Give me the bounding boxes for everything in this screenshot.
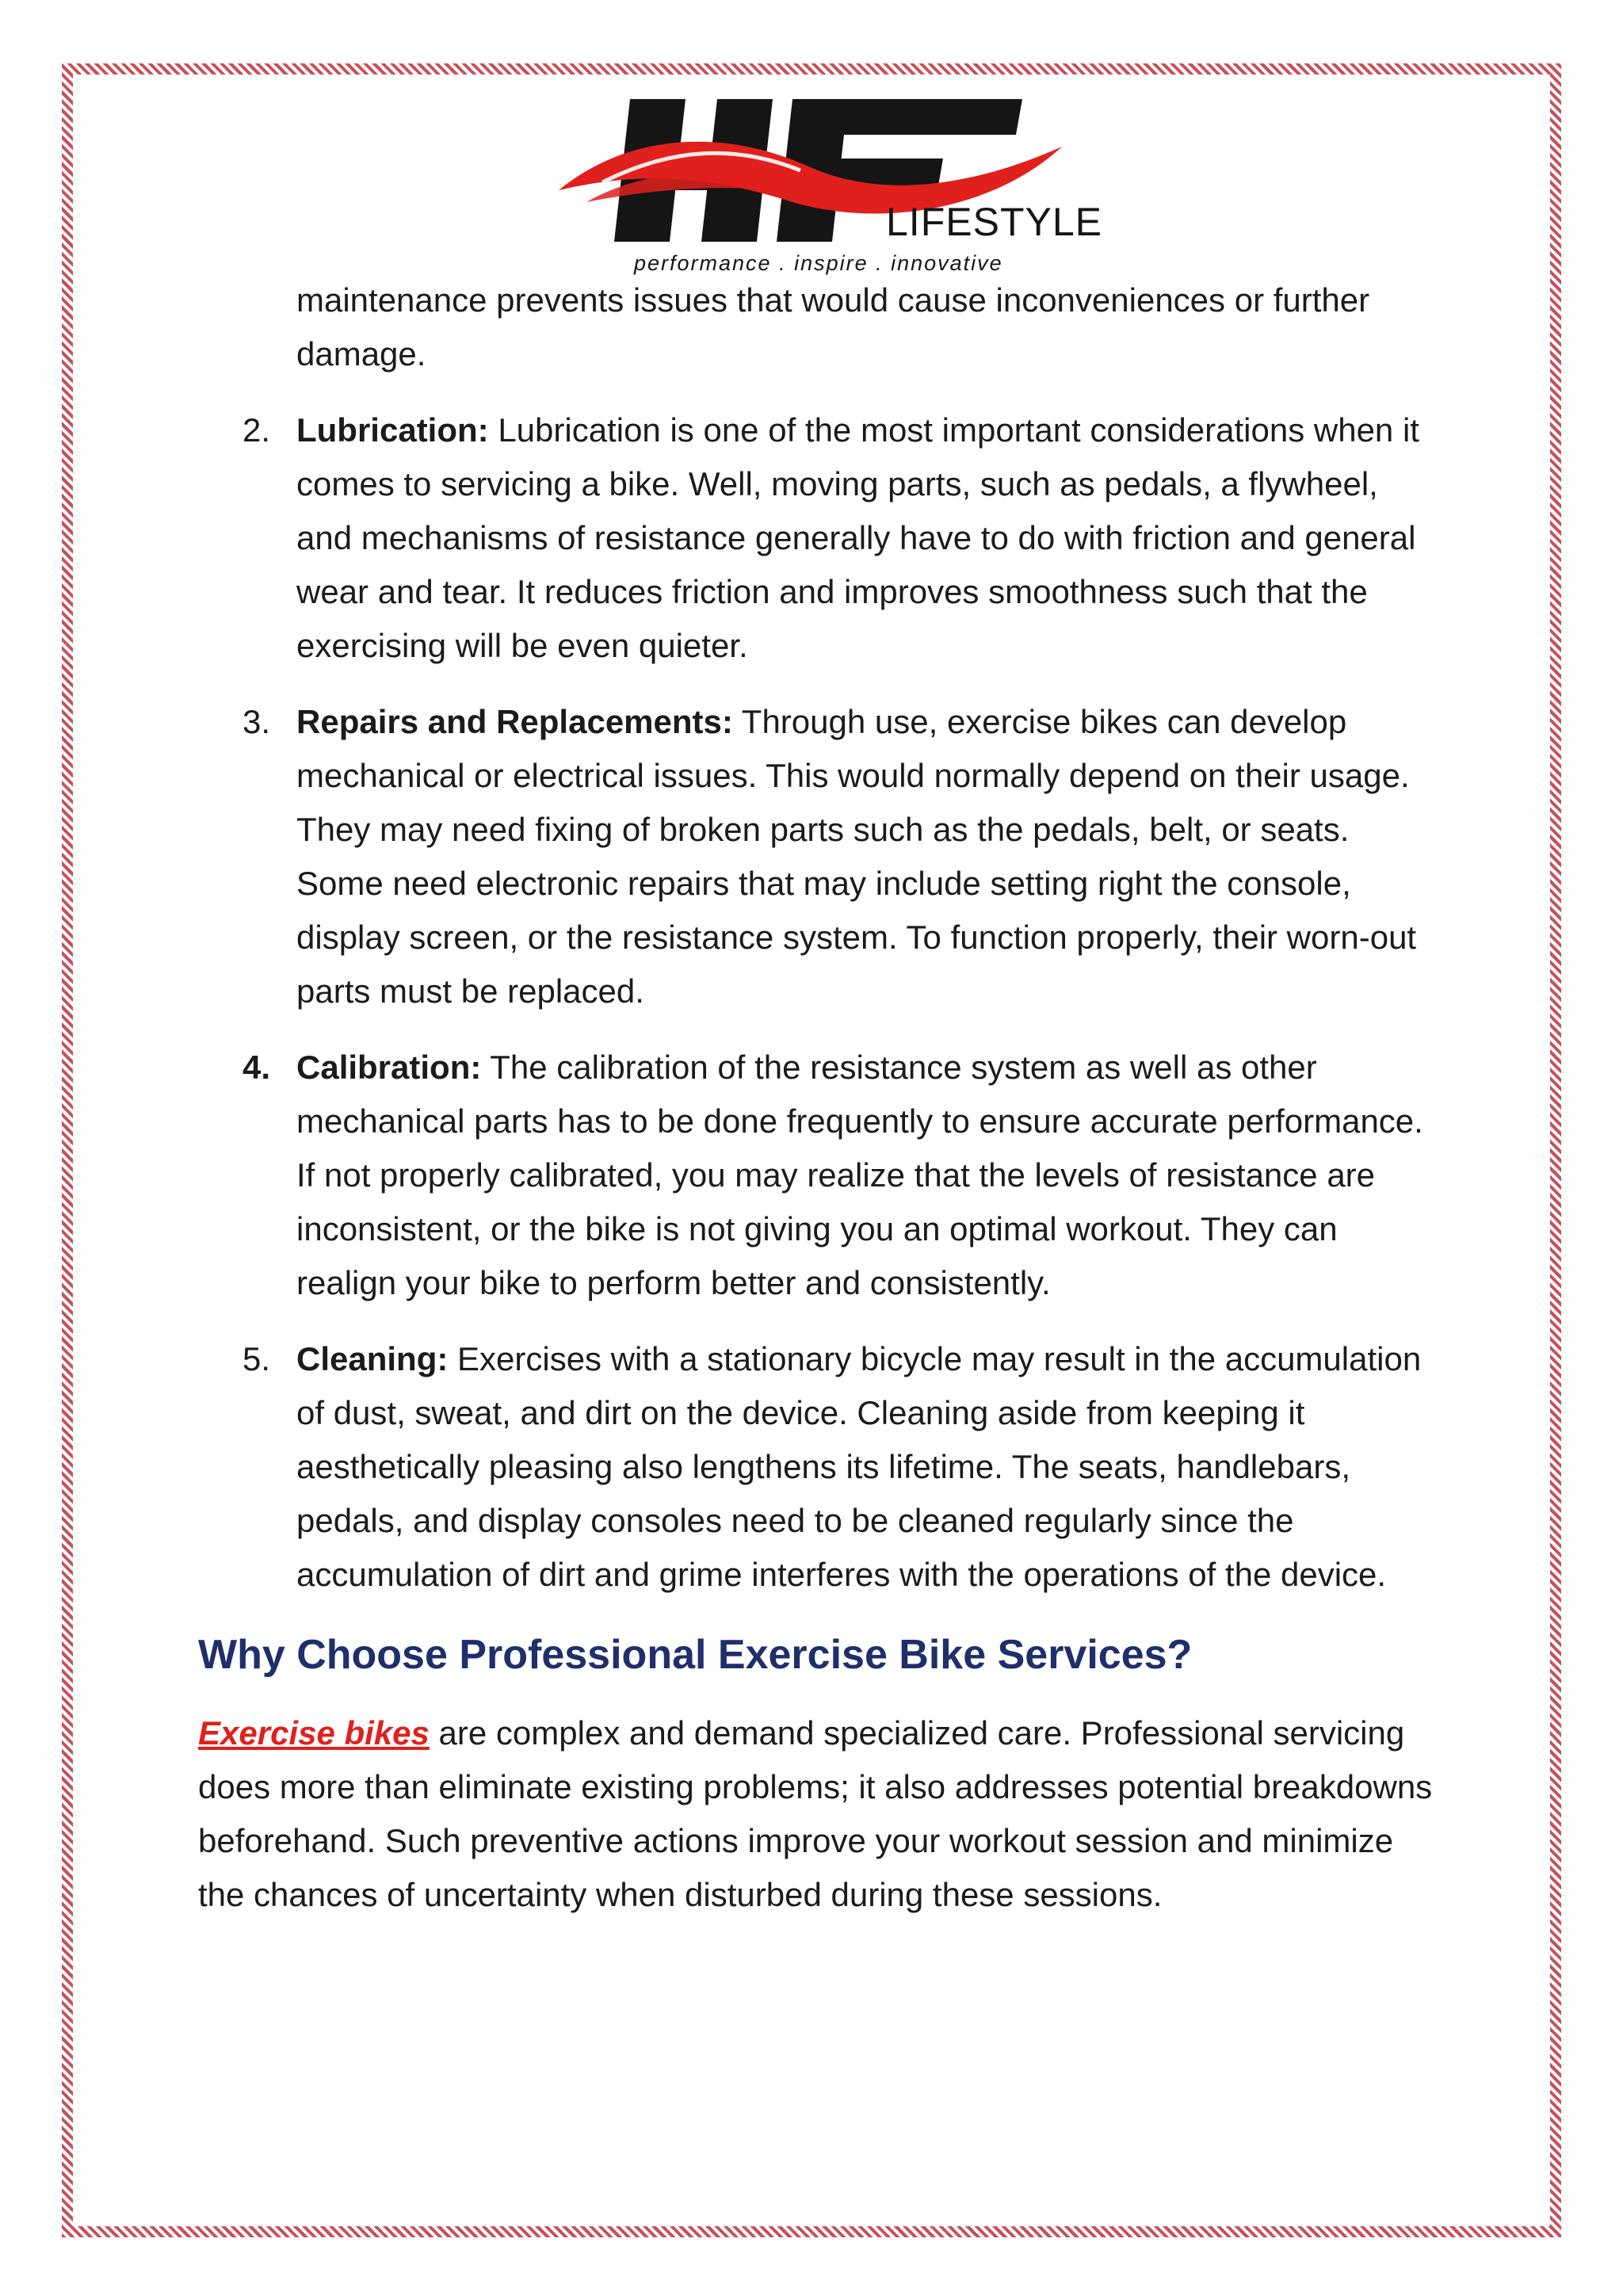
list-item-title: Calibration: — [296, 1049, 482, 1086]
list-item — [198, 1041, 1434, 1310]
list-number: 3. — [242, 703, 271, 740]
list-item-title: Lubrication: — [296, 411, 489, 449]
section-heading: Why Choose Professional Exercise Bike Services? — [198, 1632, 1193, 1678]
logo-tagline: performance . inspire . innovative — [634, 251, 1003, 275]
section-paragraph-text: are complex and demand specialized care. Professional servicing does more than eliminate existing problems; it also addresses potential breakdowns beforehand. Such preventive actions improve your workout session and minimize the chances of uncertainty when disturbed during these sessions. — [198, 1714, 1433, 1913]
list-number: 4. — [242, 1049, 271, 1086]
list-item-title: Cleaning: — [296, 1340, 449, 1377]
list-item-text: Lubrication is one of the most important considerations when it comes to servicing a bike. Well, moving parts, such as pedals, a flywheel, and mechanisms of resistance generally have to do with friction and general wear and tear. It reduces friction and improves smoothness such that the exercising will be even quieter. — [296, 411, 1419, 664]
list-item — [198, 1332, 1434, 1602]
continued-paragraph: maintenance prevents issues that would cause inconveniences or further damage. — [296, 281, 1370, 372]
list-item — [198, 695, 1434, 1018]
logo-word: LIFESTYLE — [886, 200, 1102, 244]
article-body — [198, 273, 1434, 1922]
section-paragraph — [198, 1706, 1434, 1922]
list-number: 5. — [242, 1340, 271, 1377]
list-item-text: The calibration of the resistance system as well as other mechanical parts has to be done frequently to ensure accurate performance. If not properly calibrated, you may realize that the levels of resistance are inconsistent, or the bike is not giving you an optimal workout. They can realign your bike to perform better and consistently. — [296, 1049, 1423, 1301]
brand-logo[interactable] — [555, 91, 1102, 277]
list-item-text: Exercises with a stationary bicycle may result in the accumulation of dust, sweat, and dirt on the device. Cleaning aside from keeping it aesthetically pleasing also lengthens its lifetime. The seats, handlebars, pedals, and display consoles need to be cleaned regularly since the accumulation of dirt and grime interferes with the operations of the device. — [296, 1340, 1422, 1593]
exercise-bikes-link[interactable]: Exercise bikes — [198, 1714, 430, 1752]
list-item — [198, 403, 1434, 673]
list-item-text: Through use, exercise bikes can develop mechanical or electrical issues. This would normally depend on their usage. They may need fixing of broken parts such as the pedals, belt, or seats. Some need electronic repairs that may include setting right the console, display screen, or the resistance system. To function properly, their worn-out parts must be replaced. — [296, 703, 1417, 1010]
list-number: 2. — [242, 411, 271, 449]
services-list — [198, 403, 1434, 1602]
logo-graphic — [555, 91, 1102, 277]
list-item-title: Repairs and Replacements: — [296, 703, 733, 740]
